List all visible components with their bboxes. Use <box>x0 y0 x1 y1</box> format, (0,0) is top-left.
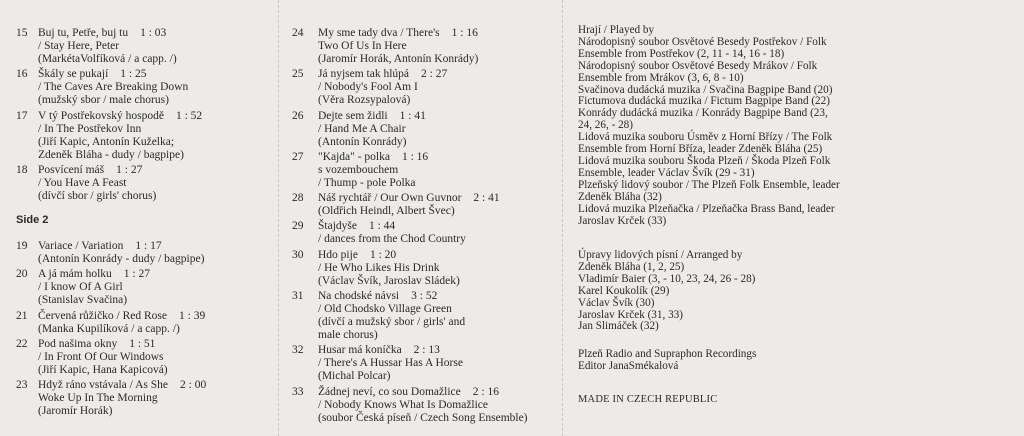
credit-line: Jan Slimáček (32) <box>578 320 659 333</box>
recordings-block <box>578 349 756 373</box>
track-detail: / In Front Of Our Windows <box>38 350 164 363</box>
played-by-block <box>578 25 840 227</box>
track-title: Variace / Variation <box>38 240 124 252</box>
track-detail: / You Have A Feast <box>38 177 127 190</box>
credit-line: Lidová muzika souboru Úsměv z Horní Břízy / The Folk <box>578 131 833 144</box>
credit-line: Václav Švík (30) <box>578 296 655 309</box>
track-detail: (Václav Švík, Jaroslav Sládek) <box>318 274 460 287</box>
track-title: "Kajda" - polka <box>318 150 390 163</box>
track-number: 22 <box>16 337 28 350</box>
credit-line: Vladimír Baier (3, - 10, 23, 24, 26 - 28) <box>578 272 756 285</box>
credit-line: Lidová muzika Plzeňačka / Plzeňačka Brass Band, leader <box>578 202 835 215</box>
track-number: 15 <box>16 27 28 39</box>
track-title: Červená růžičko / Red Rose <box>38 309 168 322</box>
track-title: Posvícení máš <box>38 164 105 176</box>
credit-line: Fictumova dudácká muzika / Fictum Bagpipe Band (22) <box>578 95 830 108</box>
track-number: 19 <box>16 240 28 252</box>
track-detail: (dívčí a mužský sbor / girls' and <box>318 316 466 329</box>
credit-line: Lidová muzika souboru Škoda Plzeň / Škoda Plzeň Folk <box>578 154 831 167</box>
track-number: 21 <box>16 309 28 322</box>
track-detail: (Stanislav Svačina) <box>38 294 128 307</box>
credit-line: Jaroslav Krček (31, 33) <box>578 308 684 321</box>
track-number: 26 <box>292 109 304 122</box>
credit-line: 24, 26, - 28) <box>578 119 633 132</box>
track-number: 29 <box>292 220 304 233</box>
track-duration: 1 : 20 <box>369 248 397 261</box>
credit-line: Národopisný soubor Osvětové Besedy Mrákov / Folk <box>578 59 818 72</box>
track-duration: 1 : 51 <box>129 337 156 350</box>
track-detail: Zdeněk Bláha - dudy / bagpipe) <box>38 148 184 161</box>
track-title: Buj tu, Petře, buj tu <box>38 27 129 39</box>
track-detail: / There's A Hussar Has A Horse <box>318 357 463 370</box>
track-detail: / Stay Here, Peter <box>38 40 120 53</box>
track-duration: 2 : 00 <box>180 379 207 391</box>
credit-line: Konrády dudácká muzika / Konrády Bagpipe Band (23, <box>578 107 828 120</box>
track-detail: Woke Up In The Morning <box>38 392 158 405</box>
track-detail: (dívčí sbor / girls' chorus) <box>38 190 157 203</box>
track-detail: / In The Postřekov Inn <box>38 122 142 135</box>
track-detail: / Hand Me A Chair <box>318 122 406 135</box>
track-detail: / The Caves Are Breaking Down <box>38 81 189 94</box>
track-duration: 1 : 27 <box>123 268 150 281</box>
track-number: 25 <box>292 68 304 81</box>
credit-line: Plzeň Radio and Supraphon Recordings <box>578 348 757 360</box>
track-duration: 1 : 16 <box>401 150 429 163</box>
track-title: V tý Postřekovský hospodě <box>38 109 164 122</box>
credit-line: Ensemble from Mrákov (3, 6, 8 - 10) <box>578 71 744 84</box>
track-title: A já mám holku <box>38 268 112 281</box>
track-number: 30 <box>292 248 304 261</box>
track-detail: / I know Of A Girl <box>38 281 123 294</box>
track-title: Pod našima okny <box>38 337 118 350</box>
track-detail: (Jaromír Horák) <box>38 405 113 418</box>
track-duration: 3 : 52 <box>411 289 438 302</box>
credits-column <box>562 0 1024 436</box>
track-detail: / dances from the Chod Country <box>318 233 466 246</box>
track-detail: Two Of Us In Here <box>318 40 407 53</box>
track-duration: 1 : 03 <box>140 27 167 39</box>
track-detail: (Michal Polcar) <box>318 370 391 383</box>
track-duration: 1 : 16 <box>451 27 478 39</box>
track-title: My sme tady dva / There's <box>318 27 440 39</box>
track-number: 16 <box>16 68 28 81</box>
track-number: 20 <box>16 268 28 281</box>
track-detail: male chorus) <box>318 329 378 342</box>
track-duration: 1 : 52 <box>175 109 203 122</box>
track-title: Dejte sem židli <box>318 109 388 122</box>
track-duration: 2 : 13 <box>413 344 440 357</box>
track-duration: 1 : 41 <box>399 109 426 122</box>
credit-line: Zdeněk Bláha (32) <box>578 190 662 203</box>
track-number: 23 <box>16 379 28 391</box>
track-number: 28 <box>292 192 304 205</box>
track-title: Štajdyše <box>318 220 357 233</box>
track-number: 32 <box>292 344 304 357</box>
credit-line: Ensemble from Horní Bříza, leader Zdeněk Bláha (25) <box>578 143 823 156</box>
track-detail: (MarkétaVolfíková / a capp. /) <box>38 53 177 66</box>
track-number: 33 <box>292 385 304 398</box>
track-detail: (Věra Rozsypalová) <box>318 94 411 107</box>
track-title: Hdyž ráno vstávala / As She <box>38 379 168 391</box>
track-number: 18 <box>16 164 28 176</box>
made-in-label: MADE IN CZECH REPUBLIC <box>578 394 718 405</box>
track-duration: 2 : 16 <box>472 385 499 398</box>
credit-line: Ensemble from Postřekov (2, 11 - 14, 16 - 18) <box>578 47 785 60</box>
track-number: 31 <box>292 289 304 302</box>
side-2-heading: Side 2 <box>16 214 49 226</box>
track-detail: / Nobody's Fool Am I <box>318 81 418 94</box>
track-duration: 1 : 39 <box>179 309 206 322</box>
track-detail: (Antonín Konrády) <box>318 135 407 148</box>
track-number: 24 <box>292 27 304 39</box>
track-detail: (Jaromír Horák, Antonín Konrády) <box>318 53 479 66</box>
track-detail: s vozembouchem <box>318 163 399 176</box>
track-detail: (mužský sbor / male chorus) <box>38 94 169 107</box>
track-detail: / He Who Likes His Drink <box>318 261 440 274</box>
track-detail: / Thump - pole Polka <box>318 177 416 190</box>
credit-line: Ensemble, leader Václav Švík (29 - 31) <box>578 166 755 179</box>
track-title: Hdo pije <box>318 248 358 261</box>
track-title: Já nyjsem tak hlúpá <box>318 68 410 81</box>
track-duration: 2 : 27 <box>421 68 448 81</box>
track-duration: 1 : 27 <box>116 164 143 176</box>
credit-line: Plzeňský lidový soubor / The Plzeň Folk Ensemble, leader <box>578 178 840 191</box>
credit-line: Karel Koukolík (29) <box>578 284 670 297</box>
credit-line: Jaroslav Krček (33) <box>578 214 667 227</box>
track-duration: 2 : 41 <box>473 192 500 205</box>
track-duration: 1 : 25 <box>120 68 147 81</box>
track-duration: 1 : 17 <box>135 240 162 252</box>
track-title: Škály se pukají <box>38 68 109 81</box>
track-detail: (Antonín Konrády - dudy / bagpipe) <box>38 253 205 266</box>
track-title: Žádnej neví, co sou Domažlice <box>318 385 461 398</box>
track-duration: 1 : 44 <box>368 220 396 233</box>
track-detail: (Manka Kupilíková / a capp. /) <box>38 322 180 335</box>
credit-line: Úpravy lidových písní / Arranged by <box>578 249 743 261</box>
credit-line: Hrají / Played by <box>578 24 655 36</box>
track-detail: / Old Chodsko Village Green <box>318 302 452 315</box>
track-title: Na chodské návsi <box>318 289 400 302</box>
credit-line: Svačinova dudácká muzika / Svačina Bagpipe Band (20) <box>578 83 833 96</box>
tracklist-column-1 <box>0 0 278 436</box>
track-detail: / Nobody Knows What Is Domažlice <box>318 398 489 411</box>
arranged-by-block <box>578 250 755 333</box>
track-number: 27 <box>292 150 304 163</box>
credit-line: Zdeněk Bláha (1, 2, 25) <box>578 260 685 273</box>
track-detail: (soubor Česká píseň / Czech Song Ensemble) <box>318 411 528 424</box>
credit-line: Editor JanaSmékalová <box>578 359 679 372</box>
credit-line: Národopisný soubor Osvětové Besedy Postřekov / Folk <box>578 35 827 48</box>
track-number: 17 <box>16 109 28 122</box>
track-title: Náš rychtář / Our Own Guvnor <box>318 192 462 205</box>
tracklist-column-2 <box>278 0 562 436</box>
track-detail: (Jiří Kapic, Hana Kapicová) <box>38 363 168 376</box>
track-title: Husar má koníčka <box>318 344 402 357</box>
track-detail: (Oldřich Heindl, Albert Švec) <box>318 205 455 218</box>
track-detail: (Jiří Kapic, Antonín Kuželka; <box>38 135 175 148</box>
